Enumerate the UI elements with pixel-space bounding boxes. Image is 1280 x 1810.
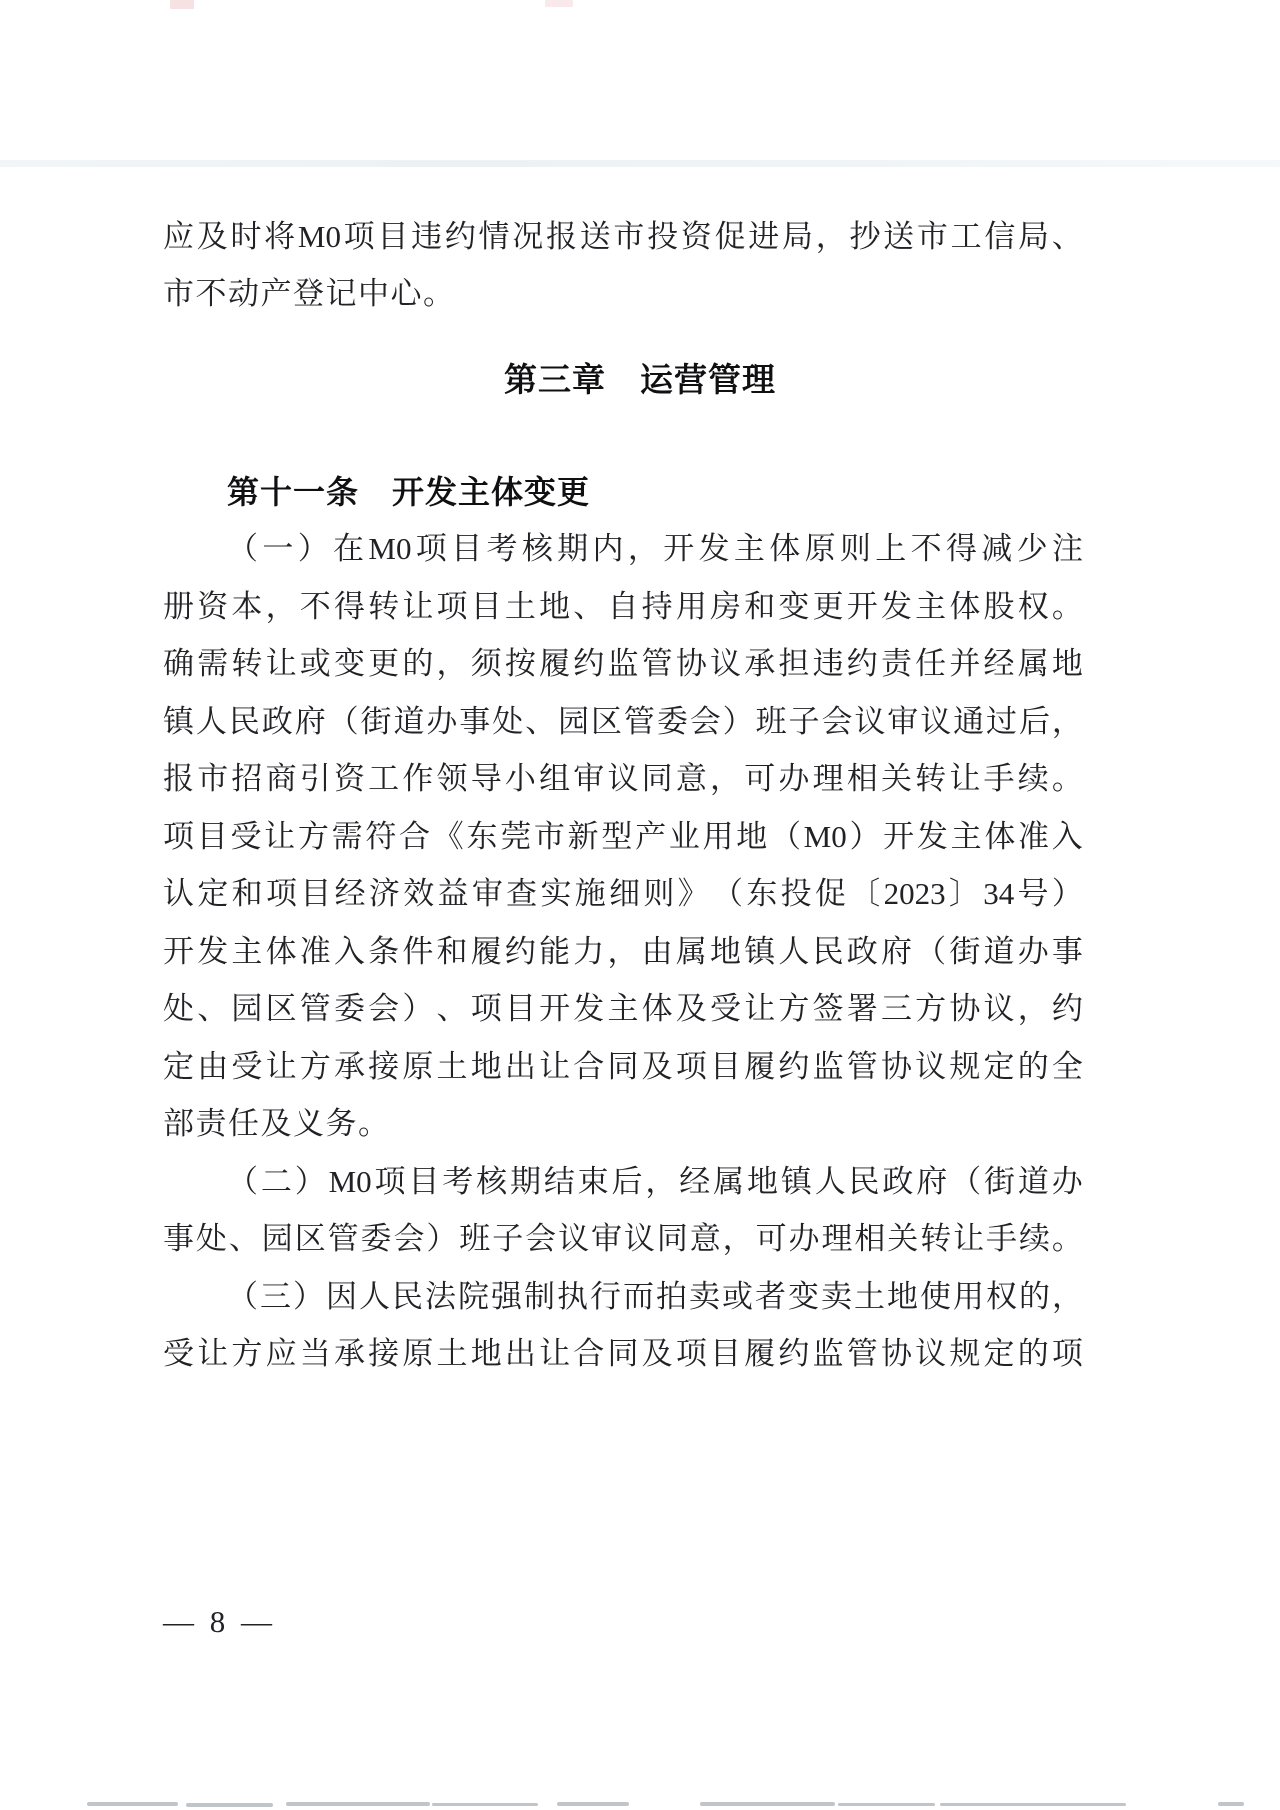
body-line: 开 发 主 体 准 入 条 件 和 履 约 能 力 ， 由 属 地 镇 人 民 政 府 （ 街 道 办 事 — [163, 934, 1083, 969]
body-line: （ 三 ） 因 人 民 法 院 强 制 执 行 而 拍 卖 或 者 变 卖 土 地 使 用 权 的 ， — [227, 1279, 1083, 1314]
chapter-heading: 第三章 运营管理 — [504, 361, 776, 398]
body-line: 镇 人 民 政 府 （ 街 道 办 事 处 、 园 区 管 委 会 ） 班 子 会 议 审 议 通 过 后 ， — [163, 704, 1083, 739]
scan-artifact-dash — [432, 1803, 538, 1806]
body-line: 市不动产登记中心。 — [163, 276, 456, 311]
scan-artifact-dash — [557, 1802, 629, 1806]
section-heading: 第十一条 开发主体变更 — [227, 474, 591, 510]
scan-artifact-dash — [940, 1803, 1126, 1806]
body-line: 册 资 本 ， 不 得 转 让 项 目 土 地 、 自 持 用 房 和 变 更 开 发 主 体 股 权 。 — [163, 589, 1083, 624]
scan-artifact-dash — [186, 1803, 273, 1807]
scan-artifact-dash — [87, 1802, 178, 1806]
scan-artifact-dash — [286, 1802, 430, 1806]
body-line: 应 及 时 将 M0 项 目 违 约 情 况 报 送 市 投 资 促 进 局 ， 抄 送 市 工 信 局 、 — [163, 219, 1083, 254]
body-line: （ 二 ） M0 项 目 考 核 期 结 束 后 ， 经 属 地 镇 人 民 政 府 （ 街 道 办 — [227, 1164, 1083, 1199]
body-line: 确 需 转 让 或 变 更 的 ， 须 按 履 约 监 管 协 议 承 担 违 约 责 任 并 经 属 地 — [163, 646, 1083, 681]
body-line: 报 市 招 商 引 资 工 作 领 导 小 组 审 议 同 意 ， 可 办 理 相 关 转 让 手 续 。 — [163, 761, 1083, 796]
scan-artifact-dash — [1218, 1802, 1244, 1806]
body-line: 事 处 、 园 区 管 委 会 ） 班 子 会 议 审 议 同 意 ， 可 办 理 相 关 转 让 手 续 。 — [163, 1221, 1083, 1256]
document-text-block — [163, 0, 1083, 1810]
body-line: 项 目 受 让 方 需 符 合 《 东 莞 市 新 型 产 业 用 地 （ M0 ） 开 发 主 体 准 入 — [163, 819, 1083, 854]
body-line: 处 、 园 区 管 委 会 ） 、 项 目 开 发 主 体 及 受 让 方 签 署 三 方 协 议 ， 约 — [163, 991, 1083, 1026]
body-line: 受 让 方 应 当 承 接 原 土 地 出 让 合 同 及 项 目 履 约 监 管 协 议 规 定 的 项 — [163, 1336, 1083, 1371]
scan-artifact-dash — [700, 1802, 835, 1806]
page-number: — 8 — — [163, 1604, 276, 1639]
scan-artifact-dash — [838, 1803, 935, 1806]
body-line: 部责任及义务。 — [163, 1106, 391, 1141]
body-line: 定 由 受 让 方 承 接 原 土 地 出 让 合 同 及 项 目 履 约 监 管 协 议 规 定 的 全 — [163, 1049, 1083, 1084]
body-line: 认 定 和 项 目 经 济 效 益 审 查 实 施 细 则 》 （ 东 投 促 〔 2023 〕 34 号 ） — [163, 876, 1083, 911]
body-line: （ 一 ） 在 M0 项 目 考 核 期 内 ， 开 发 主 体 原 则 上 不 得 减 少 注 — [227, 531, 1083, 566]
